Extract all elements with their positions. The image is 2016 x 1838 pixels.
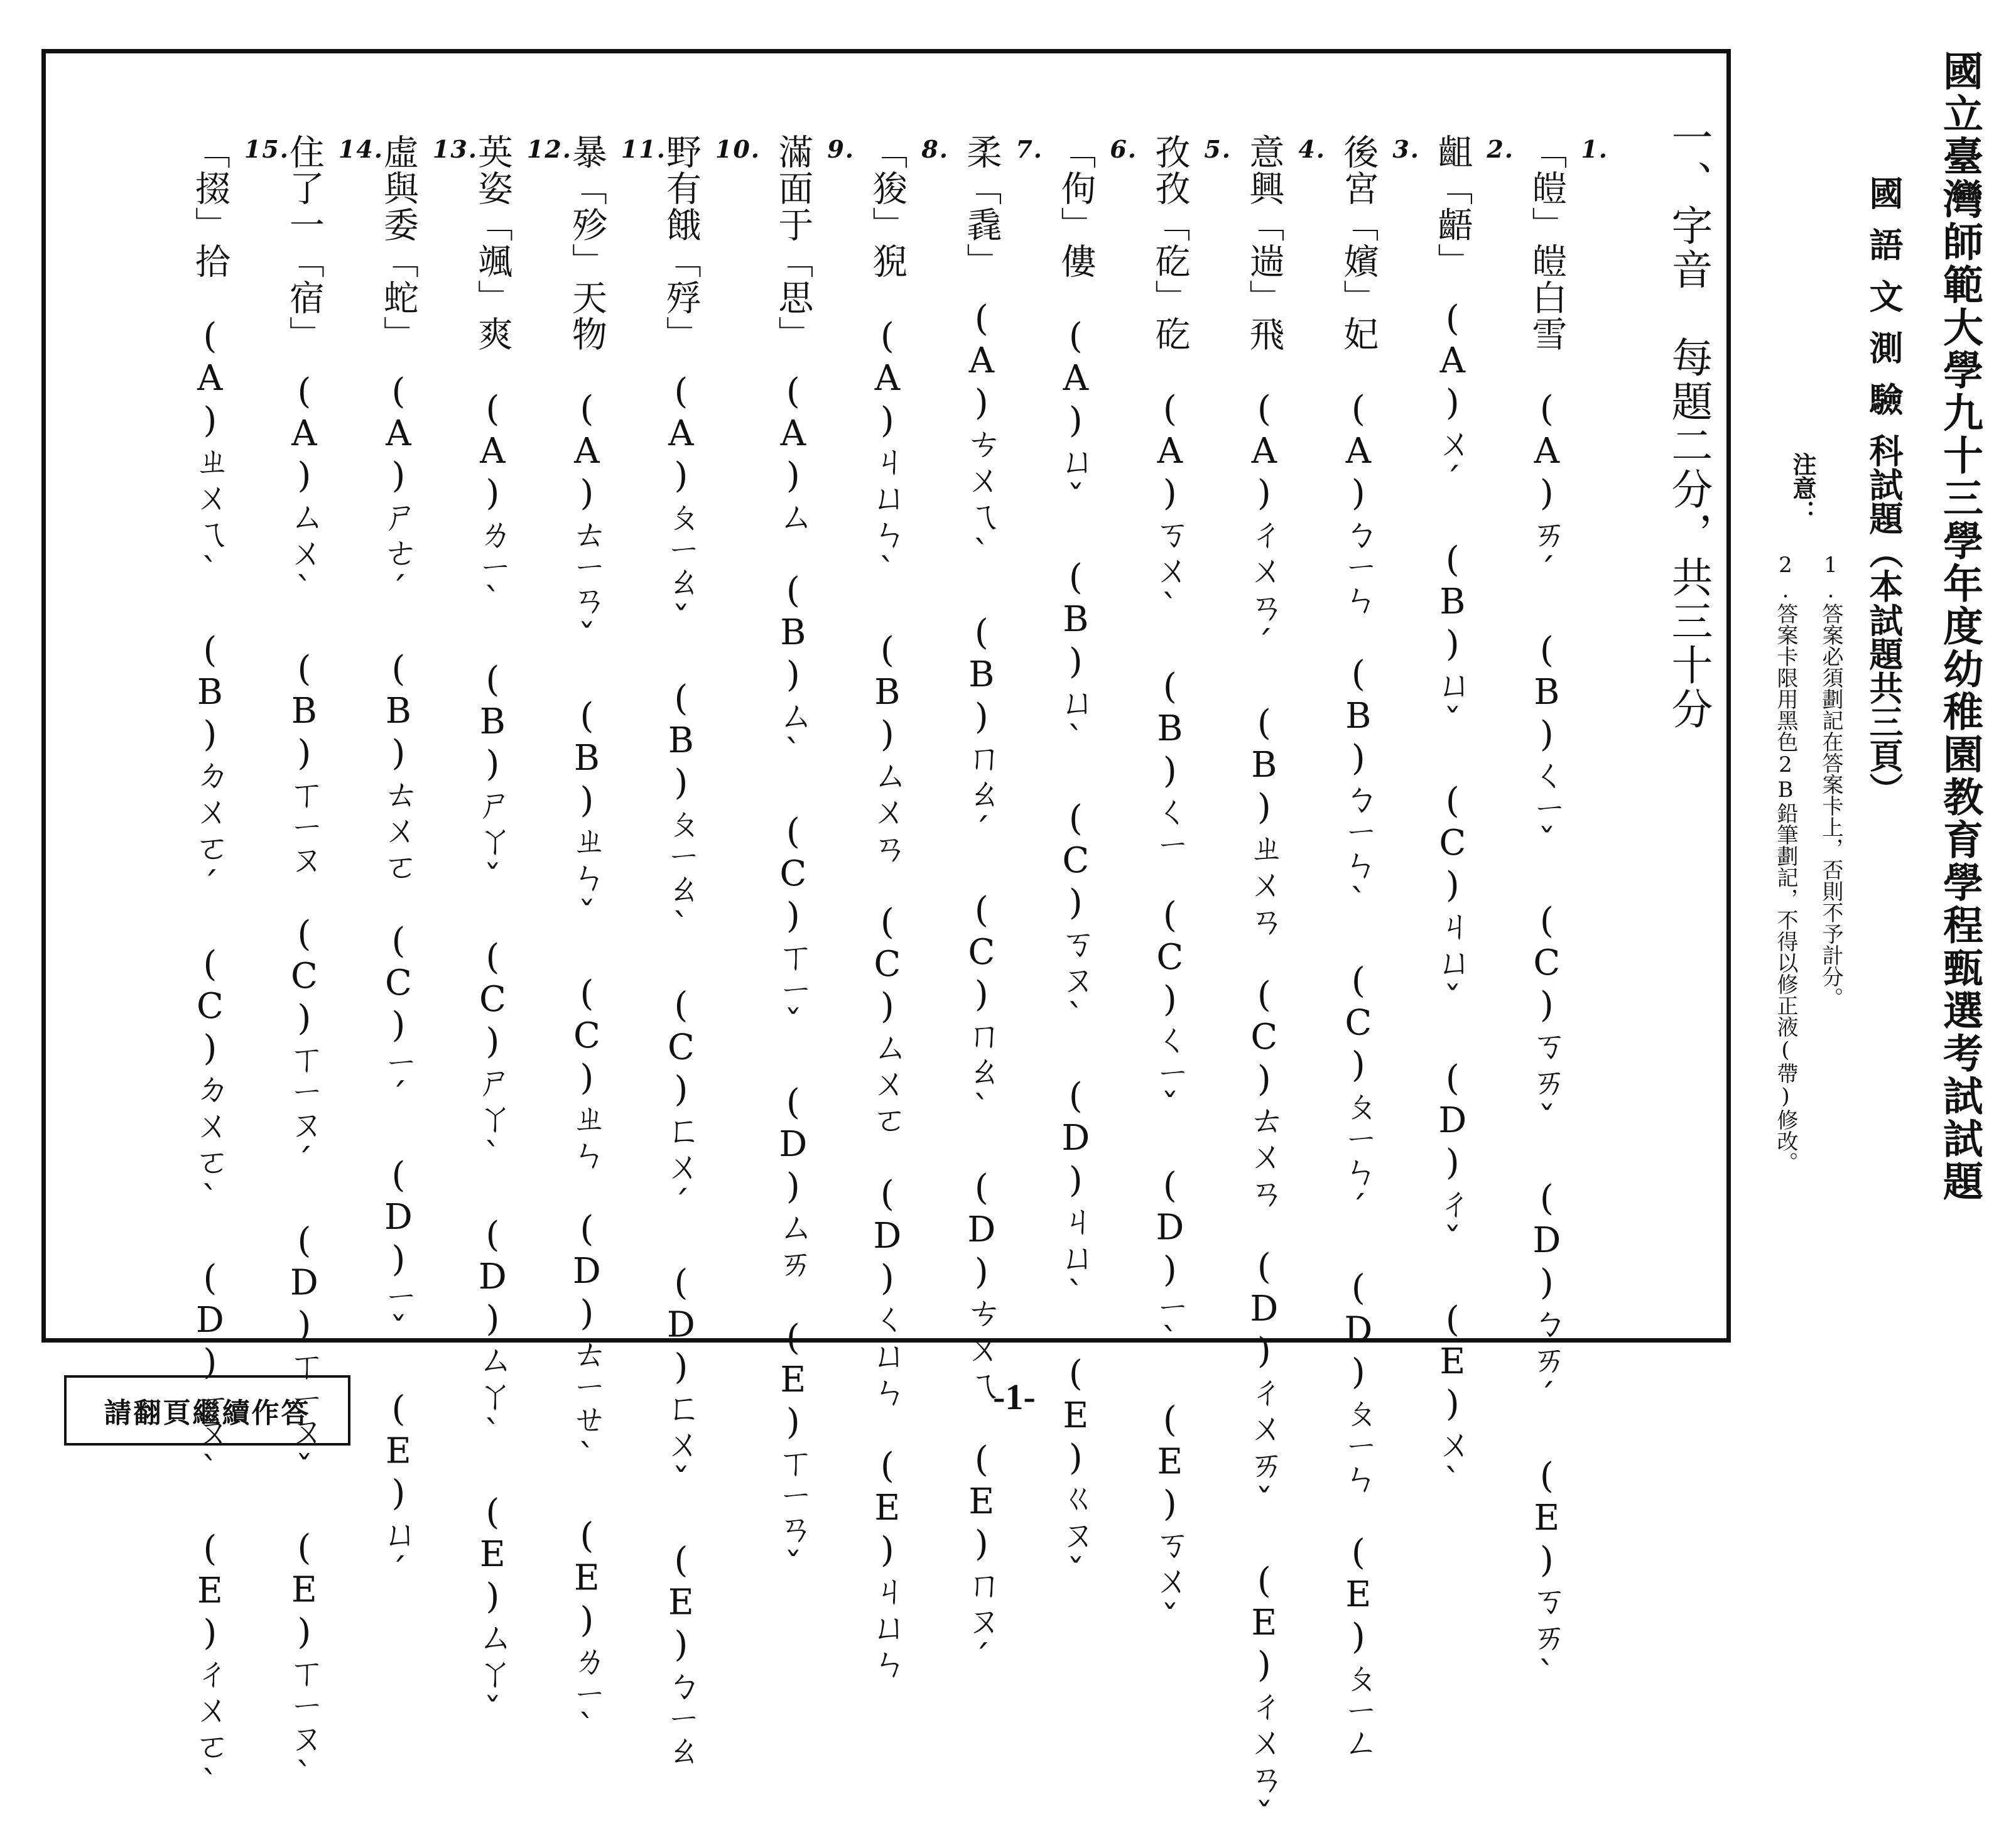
question-text: 意興「遄」飛 (A)ㄔㄨㄢˊ (B)ㄓㄨㄢ (C)ㄊㄨㄢ (D)ㄔㄨㄞˇ (E)ㄔㄨㄢˇ (1244, 134, 1285, 1838)
question-number: 9. (827, 135, 855, 163)
subject-line (1850, 176, 1919, 929)
question-text: 「狻」猊 (A)ㄐㄩㄣˋ (B)ㄙㄨㄢ (C)ㄙㄨㄛ (D)ㄑㄩㄣ (E)ㄐㄩㄣ (867, 134, 908, 1681)
question-number: 14. (338, 135, 384, 163)
question-9 (772, 134, 855, 1588)
question-text: 柔「毳」 (A)ㄘㄨㄟˋ (B)ㄇㄠˊ (C)ㄇㄠˋ (D)ㄘㄨㄟ (E)ㄇㄡˊ (961, 134, 1002, 1680)
question-4 (1244, 134, 1326, 1838)
question-10 (660, 134, 761, 1769)
question-3 (1338, 134, 1420, 1761)
question-text: 齟「齬」 (A)ㄨˊ (B)ㄩˇ (C)ㄐㄩˇ (D)ㄔˇ (E)ㄨˋ (1432, 134, 1473, 1504)
subject-name: 國語文測驗 (1864, 176, 1904, 433)
question-number: 10. (715, 135, 761, 163)
notes-label: 注意： (1789, 452, 1817, 524)
question-12 (472, 134, 572, 1733)
question-11 (566, 134, 666, 1750)
question-text: 虛與委「蛇」 (A)ㄕㄜˊ (B)ㄊㄨㄛ (C)ㄧˊ (D)ㄧˇ (E)ㄩˊ (377, 134, 419, 1594)
question-number: 11. (621, 135, 666, 163)
continue-notice: 請翻頁繼續作答 (64, 1375, 350, 1446)
question-2 (1432, 134, 1514, 1504)
question-text: 後宮「嬪」妃 (A)ㄅㄧㄣ (B)ㄅㄧㄣˋ (C)ㄆㄧㄣˊ (D)ㄆㄧㄣ (E)ㄆㄧㄥ (1338, 134, 1379, 1761)
question-number: 8. (921, 135, 949, 163)
question-15 (189, 134, 290, 1806)
question-text: 野有餓「殍」 (A)ㄆㄧㄠˇ (B)ㄆㄧㄠˋ (C)ㄈㄨˊ (D)ㄈㄨˇ (E)ㄅㄧㄠ (660, 134, 702, 1769)
question-text: 滿面于「思」 (A)ㄙ (B)ㄙˋ (C)ㄒㄧˇ (D)ㄙㄞ (E)ㄒㄧㄢˇ (772, 134, 814, 1588)
question-number: 4. (1298, 135, 1326, 163)
question-1 (1526, 134, 1608, 1697)
question-text: 「佝」僂 (A)ㄩˇ (B)ㄩˋ (C)ㄎㄡˋ (D)ㄐㄩˋ (E)ㄍㄡˇ (1055, 134, 1097, 1594)
question-8 (867, 134, 949, 1681)
question-number: 15. (244, 135, 290, 163)
question-6 (1055, 134, 1137, 1594)
question-number: 7. (1016, 135, 1043, 163)
section-header: 一、字音 每題二分，共三十分 (1664, 116, 1713, 732)
page-number: -1- (993, 1376, 1036, 1417)
note-item-2: 2.答案卡限用黑色2B鉛筆劃記，不得以修正液(帶)修改。 (1773, 553, 1798, 1173)
question-7 (961, 134, 1043, 1680)
question-number: 12. (526, 135, 572, 163)
note-item-1: 1.答案必須劃記在答案卡上，否則不予計分。 (1818, 553, 1843, 1008)
exam-title: 國立臺灣師範大學九十三學年度幼稚園教育學程甄選考試試題 (1936, 50, 1983, 1203)
question-number: 1. (1581, 135, 1608, 163)
question-number: 2. (1487, 135, 1514, 163)
question-number: 13. (432, 135, 478, 163)
question-text: 住了一「宿」 (A)ㄙㄨˋ (B)ㄒㄧㄡ (C)ㄒㄧㄡˊ (D)ㄒㄧㄡˇ (E)ㄒㄧㄡˋ (283, 134, 325, 1798)
question-text: 英姿「颯」爽 (A)ㄌㄧˋ (B)ㄕㄚˇ (C)ㄕㄚˋ (D)ㄙㄚˋ (E)ㄙㄚˇ (472, 134, 513, 1733)
question-13 (377, 134, 478, 1594)
question-5 (1149, 134, 1232, 1641)
question-number: 3. (1392, 135, 1420, 163)
question-number: 6. (1110, 135, 1137, 163)
question-text: 孜孜「矻」矻 (A)ㄎㄨˋ (B)ㄑㄧ (C)ㄑㄧˇ (D)ㄧˋ (E)ㄎㄨˇ (1149, 134, 1191, 1641)
question-text: 「皚」皚白雪 (A)ㄞˊ (B)ㄑㄧˇ (C)ㄎㄞˇ (D)ㄅㄞˊ (E)ㄎㄞˋ (1526, 134, 1568, 1697)
question-text: 「掇」拾 (A)ㄓㄨㄟˋ (B)ㄉㄨㄛˊ (C)ㄉㄨㄛˋ (D)ㄧㄡˋ (E)ㄔㄨㄛˋ (189, 134, 230, 1806)
question-number: 5. (1204, 135, 1232, 163)
subject-suffix: 科試題（本試題共三頁） (1864, 433, 1904, 806)
question-14 (283, 134, 384, 1798)
question-text: 暴「殄」天物 (A)ㄊㄧㄢˇ (B)ㄓㄣˇ (C)ㄓㄣ (D)ㄊㄧㄝˋ (E)ㄌㄧˋ (566, 134, 607, 1750)
